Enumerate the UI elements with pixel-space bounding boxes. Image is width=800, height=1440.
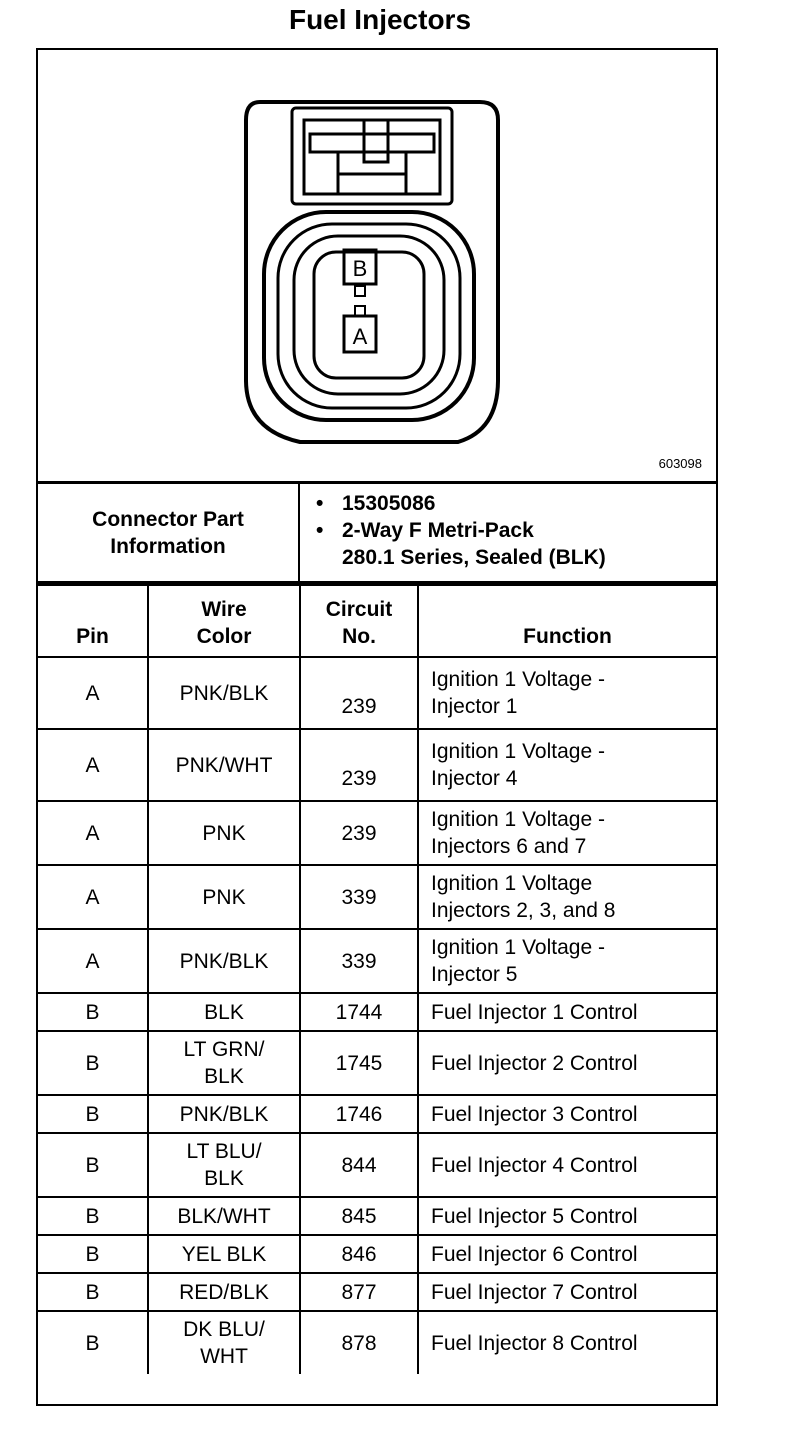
circuit-no-cell: 845 [300,1197,418,1235]
pin-cell: B [38,993,148,1031]
wire-color-line1: PNK [202,885,246,909]
wire-color-line2: WHT [200,1345,248,1368]
table-row [38,1273,716,1311]
part-info-label [38,484,300,581]
pin-cell: B [38,1095,148,1133]
wire-color-line2: BLK [204,1065,244,1088]
wire-color-cell [148,1133,300,1197]
wire-color-line1: RED/BLK [179,1280,269,1304]
wire-color-line1: PNK/BLK [179,949,269,973]
wire-color-cell [148,729,300,801]
function-line2: Injector 5 [431,963,518,986]
function-cell [418,801,716,865]
function-cell [418,1133,716,1197]
function-cell [418,729,716,801]
wire-color-line1: PNK/BLK [179,1102,269,1126]
connector-sheet [36,48,718,1406]
pin-cell: B [38,1197,148,1235]
header-wire-line1: Wire [201,598,247,621]
pin-cell: A [38,865,148,929]
wire-color-cell [148,865,300,929]
circuit-no-cell: 1746 [300,1095,418,1133]
pin-cell: B [38,1235,148,1273]
wire-color-line1: BLK [204,1000,244,1024]
function-line1: Fuel Injector 8 Control [431,1331,638,1355]
cavity-b-label: B [352,256,368,281]
function-cell [418,1311,716,1374]
wire-color-cell [148,1235,300,1273]
function-cell [418,993,716,1031]
circuit-no-cell: 339 [300,929,418,993]
function-cell [418,1235,716,1273]
header-function: Function [418,585,716,657]
table-row [38,993,716,1031]
header-circuit-line2: No. [342,625,376,648]
page-title: Fuel Injectors [288,4,472,35]
figure-number: 603098 [658,456,702,471]
circuit-no-cell: 239 [300,729,418,801]
circuit-no-cell: 878 [300,1311,418,1374]
wire-color-cell [148,1095,300,1133]
part-description-line1: • 2-Way F Metri-Pack [342,517,716,544]
part-info-label-line2: Information [110,534,226,558]
part-info-values [300,484,716,581]
wire-color-cell [148,1197,300,1235]
table-row [38,1311,716,1374]
pin-cell: B [38,1031,148,1095]
table-row [38,1235,716,1273]
wire-color-cell [148,1311,300,1374]
wire-color-line1: PNK/BLK [179,681,269,705]
function-cell [418,865,716,929]
part-description-line2: 280.1 Series, Sealed (BLK) [342,546,606,569]
cavity-a-label: A [352,324,368,349]
circuit-no-cell: 239 [300,657,418,729]
wire-color-line1: BLK/WHT [177,1204,271,1228]
pin-cell: A [38,929,148,993]
table-row [38,929,716,993]
wire-color-cell [148,929,300,993]
function-line1: Fuel Injector 4 Control [431,1153,638,1177]
function-line1: Ignition 1 Voltage - [431,808,605,831]
table-row [38,657,716,729]
wire-color-line1: PNK/WHT [175,753,273,777]
table-row [38,801,716,865]
table-row [38,865,716,929]
connector-face-illustration [38,50,716,484]
pin-cell: A [38,729,148,801]
table-row [38,1133,716,1197]
circuit-no-cell: 844 [300,1133,418,1197]
pin-cell: B [38,1273,148,1311]
wire-color-line1: DK BLU/ [183,1318,265,1341]
function-line1: Ignition 1 Voltage - [431,936,605,959]
function-line1: Ignition 1 Voltage - [431,668,605,691]
wire-color-line1: LT GRN/ [183,1038,265,1061]
wire-color-cell [148,1031,300,1095]
circuit-no-cell: 339 [300,865,418,929]
pinout-rows [38,657,716,1374]
function-line1: Fuel Injector 5 Control [431,1204,638,1228]
function-cell [418,929,716,993]
table-row [38,1031,716,1095]
header-circuit-line1: Circuit [325,598,393,621]
wire-color-line1: LT BLU/ [186,1140,262,1163]
table-row [38,729,716,801]
wire-color-cell [148,801,300,865]
table-row [38,1095,716,1133]
connector-diagram [38,50,716,484]
header-circuit-no [300,585,418,657]
function-cell [418,1197,716,1235]
circuit-no-cell: 1744 [300,993,418,1031]
part-info-label-line1: Connector Part [92,507,244,531]
wire-color-cell [148,657,300,729]
pin-cell: B [38,1133,148,1197]
function-line2: Injector 1 [431,695,518,718]
wire-color-cell [148,1273,300,1311]
pinout-table [38,584,716,1374]
function-line1: Fuel Injector 2 Control [431,1051,638,1075]
table-row [38,1197,716,1235]
header-wire-color [148,585,300,657]
function-cell [418,1095,716,1133]
circuit-no-cell: 846 [300,1235,418,1273]
function-line1: Ignition 1 Voltage - [431,740,605,763]
function-line1: Fuel Injector 6 Control [431,1242,638,1266]
pin-cell: A [38,657,148,729]
function-line2: Injectors 6 and 7 [431,835,587,858]
header-pin: Pin [38,585,148,657]
function-line2: Injectors 2, 3, and 8 [431,899,616,922]
part-number: • 15305086 [342,490,716,517]
connector-part-info [38,484,716,584]
function-cell [418,657,716,729]
wire-color-line2: BLK [204,1167,244,1190]
function-line1: Ignition 1 Voltage [431,872,593,895]
circuit-no-cell: 1745 [300,1031,418,1095]
pin-cell: A [38,801,148,865]
circuit-no-cell: 877 [300,1273,418,1311]
wire-color-line1: YEL BLK [181,1242,267,1266]
header-wire-line2: Color [196,625,252,648]
table-header-row [38,585,716,657]
function-line1: Fuel Injector 3 Control [431,1102,638,1126]
function-line2: Injector 4 [431,767,518,790]
circuit-no-cell: 239 [300,801,418,865]
function-line1: Fuel Injector 1 Control [431,1000,638,1024]
function-cell [418,1273,716,1311]
function-cell [418,1031,716,1095]
function-line1: Fuel Injector 7 Control [431,1280,638,1304]
wire-color-line1: PNK [202,821,246,845]
wire-color-cell [148,993,300,1031]
pin-cell: B [38,1311,148,1374]
